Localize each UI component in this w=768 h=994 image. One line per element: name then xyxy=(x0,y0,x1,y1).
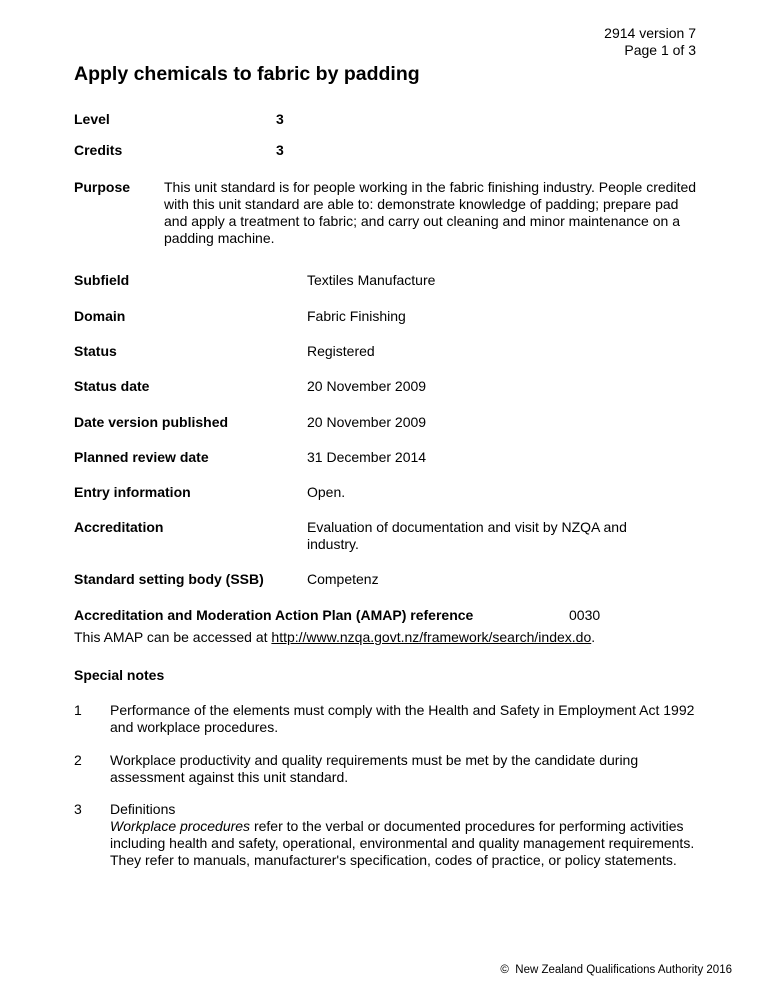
status-date-value: 20 November 2009 xyxy=(307,378,427,394)
credits-value: 3 xyxy=(276,142,284,158)
ssb-value: Competenz xyxy=(307,571,379,587)
amap-link[interactable]: http://www.nzqa.govt.nz/framework/search/index.do xyxy=(271,629,592,645)
definitions-heading: Definitions xyxy=(110,801,176,817)
note-text: Performance of the elements must comply with the Health and Safety in Employment Act 1992 and workplace procedures. xyxy=(110,702,695,735)
note-number: 3 xyxy=(74,801,82,817)
entry-information-label: Entry information xyxy=(74,484,191,500)
purpose-text: This unit standard is for people working in the fabric finishing industry. People credited with this unit standard are able to: demonstrate knowledge of padding; prepare pad and apply a treatment to fabric; and carry out cleaning and minor maintenance on a padding machine. xyxy=(164,179,697,246)
review-date-label: Planned review date xyxy=(74,449,209,465)
subfield-label: Subfield xyxy=(74,272,130,288)
document-id: 2914 version 7 xyxy=(604,25,696,41)
copyright-text: New Zealand Qualifications Authority 2016 xyxy=(515,964,732,976)
definition-body: refer to the verbal or documented procedures for performing activities including health and safety, operational, environmental and quality management requirements. They refer to manuals, manufacturer's specification, codes of practice, or policy statements. xyxy=(110,818,695,868)
amap-access-suffix: . xyxy=(591,629,596,645)
level-value: 3 xyxy=(276,111,284,127)
domain-value: Fabric Finishing xyxy=(307,308,406,324)
copyright-footer xyxy=(500,962,732,979)
review-date-value: 31 December 2014 xyxy=(307,449,427,465)
status-value: Registered xyxy=(307,343,375,359)
amap-label: Accreditation and Moderation Action Plan (AMAP) reference xyxy=(74,607,474,623)
date-published-label: Date version published xyxy=(74,414,229,430)
status-date-label: Status date xyxy=(74,378,150,394)
ssb-label: Standard setting body (SSB) xyxy=(74,571,264,587)
note-number: 1 xyxy=(74,702,82,718)
credits-label: Credits xyxy=(74,142,123,158)
definition-term: Workplace procedures xyxy=(110,818,251,834)
accreditation-label: Accreditation xyxy=(74,519,164,535)
subfield-value: Textiles Manufacture xyxy=(307,272,436,288)
page-title: Apply chemicals to fabric by padding xyxy=(74,63,420,85)
note-number: 2 xyxy=(74,752,82,768)
special-notes-heading: Special notes xyxy=(74,667,165,683)
amap-access-text xyxy=(74,629,595,646)
amap-access-prefix: This AMAP can be accessed at xyxy=(74,629,272,645)
page-number: Page 1 of 3 xyxy=(624,42,696,58)
domain-label: Domain xyxy=(74,308,126,324)
definition-text xyxy=(110,818,700,869)
level-label: Level xyxy=(74,111,110,127)
purpose-label: Purpose xyxy=(74,179,131,195)
copyright-icon: © xyxy=(500,964,509,976)
amap-value: 0030 xyxy=(569,607,601,623)
status-label: Status xyxy=(74,343,117,359)
accreditation-value: Evaluation of documentation and visit by NZQA and industry. xyxy=(307,519,627,552)
entry-information-value: Open. xyxy=(307,484,346,500)
note-text: Workplace productivity and quality requirements must be met by the candidate during assessment against this unit standard. xyxy=(110,752,639,785)
date-published-value: 20 November 2009 xyxy=(307,414,427,430)
